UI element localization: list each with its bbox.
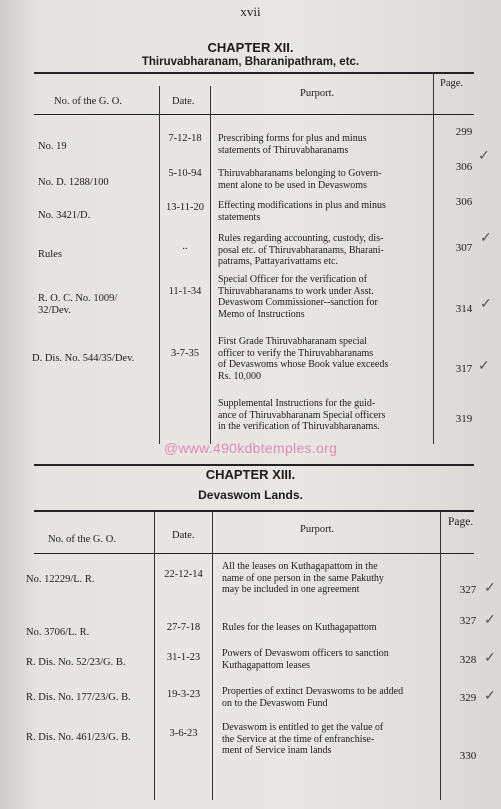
go-purport: Rules regarding accounting, custody, dis- posal etc. of Thiruvabharanams, Bharani- patrams, Pattayarivattams etc.: [218, 233, 384, 267]
go-purport: Devaswom is entitled to get the value of the Service at the time of enfranchise- ment of Service inam lands: [222, 722, 384, 756]
page-ref: 306: [455, 196, 473, 208]
go-purport: First Grade Thiruvabharanam special officer to verify the Thiruvabharanams of Devaswoms whose Book value exceeds Rs. 10,000: [218, 336, 389, 382]
go-purport: All the leases on Kuthagapattom in the name of one person in the same Pakuthy may be included in one agreement: [222, 561, 384, 595]
header-date: Date.: [172, 96, 195, 107]
go-number: No. 3706/L. R.: [26, 627, 90, 638]
check-mark-icon: ✓: [484, 613, 496, 628]
go-purport: Powers of Devaswom officers to sanction Kuthagapattom leases: [222, 648, 389, 671]
go-number: R. Dis. No. 177/23/G. B.: [26, 692, 131, 703]
go-purport: Rules for the leases on Kuthagapattom: [222, 622, 377, 633]
go-date: 19-3-23: [166, 689, 201, 700]
column-divider: [212, 512, 213, 800]
page-ref: 319: [455, 413, 473, 425]
header-go: No. of the G. O.: [48, 534, 116, 545]
go-number: No. 3421/D.: [38, 210, 91, 221]
go-number: R. Dis. No. 52/23/G. B.: [26, 657, 126, 668]
chapter-12-title: CHAPTER XII.: [207, 40, 294, 55]
go-date: 5-10-94: [168, 168, 202, 179]
chapter-divider: [34, 464, 474, 466]
go-number: R. O. C. No. 1009/ 32/Dev.: [38, 293, 118, 316]
go-date: 7-12-18: [168, 133, 202, 144]
go-date: 11-1-34: [168, 286, 202, 297]
go-date: 3-6-23: [169, 728, 198, 739]
table-rule: [34, 553, 474, 554]
go-number: No. 19: [38, 141, 67, 152]
page-ref: 329: [459, 692, 477, 704]
page-ref: 317: [455, 363, 473, 375]
header-page: Page.: [440, 78, 464, 89]
go-date: 31-1-23: [166, 652, 201, 663]
page-ref: 327: [459, 615, 477, 627]
page-ref: 330: [459, 750, 477, 762]
chapter-13-subtitle: Devaswom Lands.: [198, 488, 303, 502]
header-purport: Purport.: [300, 88, 335, 99]
page-ref: 328: [459, 654, 477, 666]
go-date: ..: [182, 241, 188, 252]
go-number: R. Dis. No. 461/23/G. B.: [26, 732, 131, 743]
column-divider: [440, 512, 441, 800]
check-mark-icon: ✓: [484, 581, 496, 596]
page-ref: 306: [455, 161, 473, 173]
page-number: xvii: [240, 4, 261, 19]
go-purport: Properties of extinct Devaswoms to be added on to the Devaswom Fund: [222, 686, 404, 709]
table-rule: [34, 114, 474, 115]
column-divider: [159, 86, 160, 444]
check-mark-icon: ✓: [484, 651, 496, 666]
page-ref: 307: [455, 242, 473, 254]
header-purport: Purport.: [300, 524, 335, 535]
column-divider: [154, 512, 155, 800]
go-number: No. 12229/L. R.: [26, 574, 95, 585]
go-purport: Thiruvabharanams belonging to Govern- ment alone to be used in Devaswoms: [218, 168, 382, 191]
check-mark-icon: ✓: [480, 231, 492, 246]
go-purport: Supplemental Instructions for the guid- ance of Thiruvabharanam Special officers in the verification of Thiruvabharanams.: [218, 398, 386, 432]
page-ref: 327: [459, 584, 477, 596]
chapter-12-subtitle: Thiruvabharanam, Bharanipathram, etc.: [141, 56, 360, 68]
go-number: Rules: [38, 249, 62, 260]
page-ref: 299: [455, 126, 473, 138]
check-mark-icon: ✓: [480, 297, 492, 312]
page-ref: 314: [455, 303, 473, 315]
table-rule: [34, 510, 474, 512]
go-number: No. D. 1288/100: [38, 177, 109, 188]
table-rule: [34, 72, 474, 74]
check-mark-icon: ✓: [484, 689, 496, 704]
header-date: Date.: [172, 530, 195, 541]
go-purport: Prescribing forms for plus and minus statements of Thiruvabharanams: [218, 133, 367, 156]
go-date: 13-11-20: [165, 202, 205, 213]
go-date: 3-7-35: [171, 348, 199, 359]
header-go: No. of the G. O.: [54, 96, 122, 107]
go-date: 27-7-18: [166, 622, 201, 633]
go-date: 22-12-14: [164, 569, 203, 580]
watermark: @www.490kdbtemples.org: [163, 440, 338, 456]
check-mark-icon: ✓: [478, 149, 490, 164]
chapter-13-title: CHAPTER XIII.: [205, 467, 296, 482]
column-divider: [433, 72, 434, 444]
go-purport: Effecting modifications in plus and minus statements: [218, 200, 386, 223]
column-divider: [210, 86, 211, 444]
go-number: D. Dis. No. 544/35/Dev.: [32, 353, 135, 364]
go-purport: Special Officer for the verification of Thiruvabharanams to work under Asst. Devaswom Commissioner--sanction for Memo of Instructions: [218, 274, 378, 320]
header-page: Page.: [448, 516, 474, 528]
check-mark-icon: ✓: [478, 359, 490, 374]
